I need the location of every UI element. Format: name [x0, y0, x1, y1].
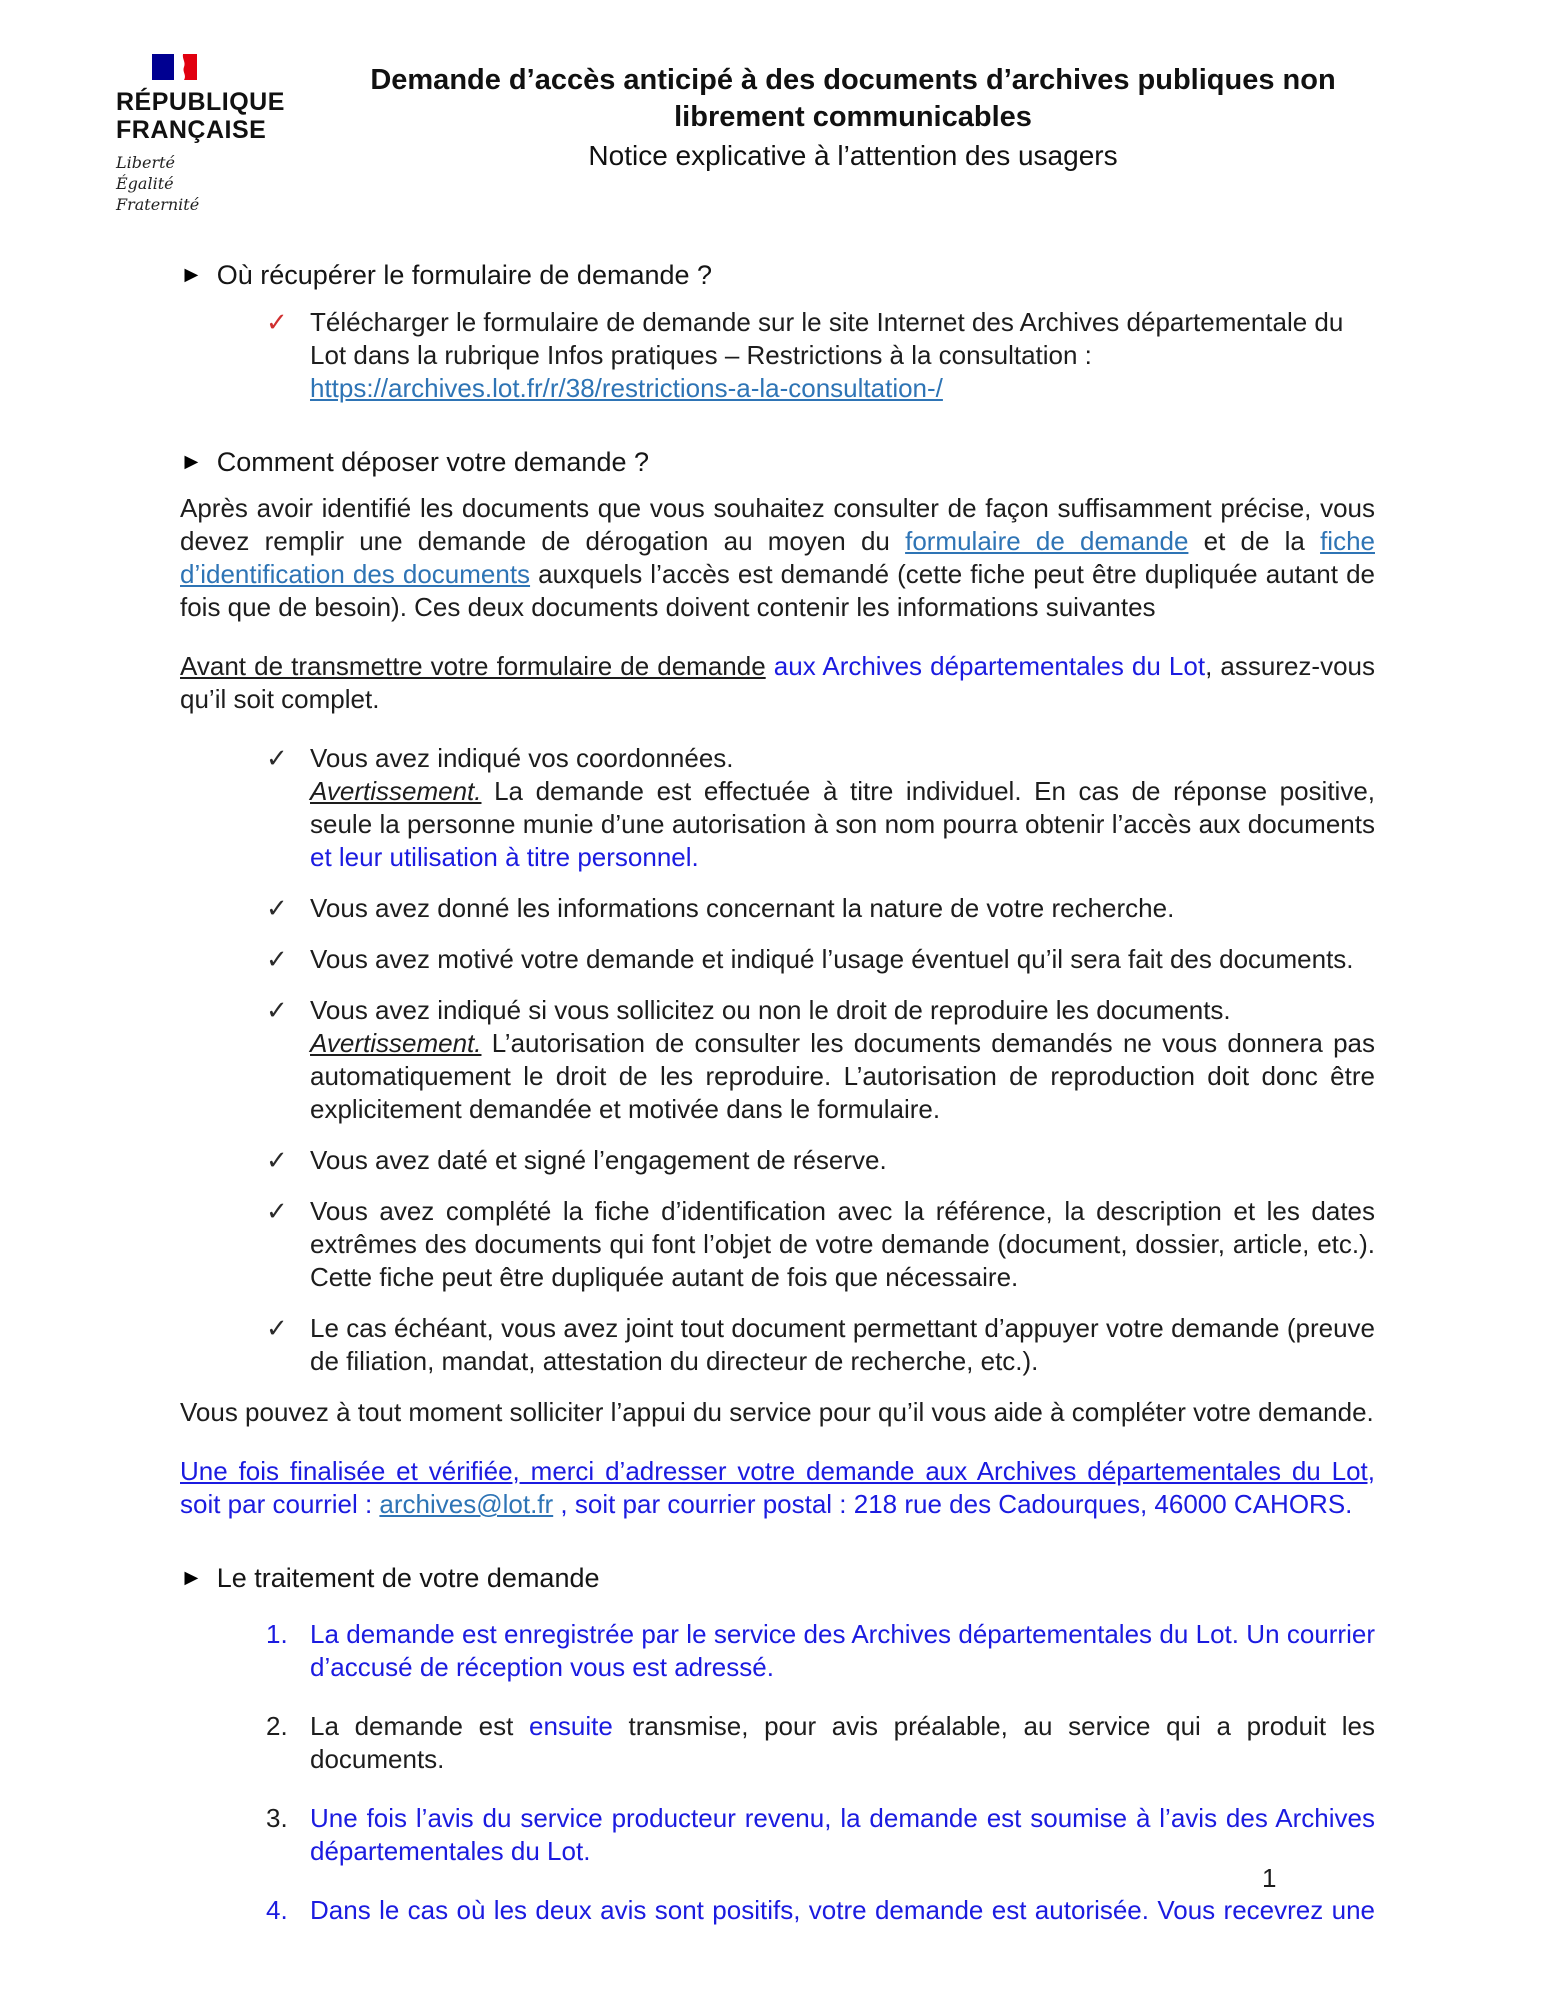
motto-liberte: Liberté: [116, 153, 175, 172]
section-heading-text: Où récupérer le formulaire de demande ?: [216, 260, 713, 290]
step-number: 3.: [266, 1803, 288, 1833]
step-number: 4.: [266, 1895, 288, 1925]
document-title: [270, 62, 1436, 136]
document-body: [180, 248, 1375, 1953]
step-text: Dans le cas où les deux avis sont positifs, votre demande est autorisée. Vous recevrez une: [310, 1895, 1375, 1925]
checklist-item-text: Vous avez donné les informations concernant la nature de votre recherche.: [310, 893, 1175, 923]
intro-text: Après avoir identifié les documents que vous souhaitez consulter de façon suffisamment précise, vous devez remplir une demande de dérogation au moyen du: [180, 493, 1375, 556]
avertissement-blue-text: et leur utilisation à titre personnel.: [310, 842, 699, 872]
step-transmission: [180, 1710, 1375, 1776]
checklist-item-coordonnees: [180, 742, 1375, 874]
checklist: [180, 742, 1375, 1378]
motto-fraternite: Fraternité: [116, 195, 200, 214]
checklist-item-text: Le cas échéant, vous avez joint tout document permettant d’appuyer votre demande (preuve de filiation, mandat, attestation du directeur de recherche, etc.).: [310, 1313, 1375, 1376]
avertissement-block: [310, 775, 1375, 874]
checklist-item-motivation: [180, 943, 1375, 976]
avertissement-text: La demande est effectuée à titre individuel. En cas de réponse positive, seule la personne munie d’une autorisation à son nom pourra obtenir l’accès aux documents: [310, 776, 1375, 839]
appui-service-paragraph: Vous pouvez à tout moment solliciter l’appui du service pour qu’il vous aide à compléter votre demande.: [180, 1397, 1374, 1427]
step-number: 1.: [266, 1619, 288, 1649]
title-line2: librement communicables: [674, 101, 1032, 133]
document-title-block: [270, 62, 1436, 173]
section-heading-ou-recuperer: [180, 258, 1375, 293]
logo-text-republique: RÉPUBLIQUE: [116, 88, 285, 116]
avertissement-label: Avertissement.: [310, 1028, 482, 1058]
avertissement-block: [310, 1027, 1375, 1126]
intro-text: auxquels l’accès est demandé (cette fiche peut être dupliquée autant de fois que de besoin). Ces deux documents doivent contenir les informations suivantes: [180, 559, 1375, 622]
download-bullet: [180, 306, 1375, 405]
step-number: 2.: [266, 1711, 288, 1741]
check-icon: ✓: [266, 995, 288, 1025]
avant-transmettre-paragraph: [180, 650, 1375, 716]
archives-lot-blue-text: aux Archives départementales du Lot: [765, 651, 1206, 681]
envoi-underlined-text: Une fois finalisée et vérifiée, merci d’adresser votre demande aux Archives départementales du Lot,: [180, 1456, 1375, 1486]
check-icon: ✓: [266, 743, 288, 773]
checklist-item-engagement: [180, 1144, 1375, 1177]
envoi-text: soit par courriel :: [180, 1489, 380, 1519]
fiche-identification-link[interactable]: fiche d’identification des documents: [180, 526, 1375, 589]
checklist-item-text: Vous avez indiqué vos coordonnées.: [310, 743, 734, 773]
checklist-item-pieces-jointes: [180, 1312, 1375, 1378]
section-arrow-icon: ►: [180, 448, 203, 474]
intro-text: et de la: [1188, 526, 1321, 556]
step-autorisation: [180, 1894, 1375, 1927]
checklist-item-text: Vous avez motivé votre demande et indiqué l’usage éventuel qu’il sera fait des documents.: [310, 944, 1354, 974]
check-icon: ✓: [266, 1145, 288, 1175]
french-flag-icon: [152, 52, 214, 84]
section-arrow-icon: ►: [180, 261, 203, 287]
section-heading-traitement: [180, 1561, 1375, 1596]
step-text: La demande est enregistrée par le service des Archives départementales du Lot. Un courrier d’accusé de réception vous est adressé.: [310, 1619, 1375, 1682]
checklist-item-text: Vous avez complété la fiche d’identification avec la référence, la description et les dates extrêmes des documents qui font l’objet de votre demande (document, dossier, article, etc.). Cette fiche peut être dupliquée autant de fois que nécessaire.: [310, 1196, 1375, 1292]
avertissement-label: Avertissement.: [310, 776, 482, 806]
checklist-item-reproduction: [180, 994, 1375, 1126]
processing-steps-list: [180, 1618, 1375, 1927]
red-check-icon: ✓: [266, 307, 288, 337]
check-icon: ✓: [266, 1313, 288, 1343]
step-text: transmise, pour avis préalable, au service qui a produit les documents.: [310, 1711, 1375, 1774]
checklist-item-informations: [180, 892, 1375, 925]
step-avis: [180, 1802, 1375, 1868]
step-text: La demande est: [310, 1711, 529, 1741]
formulaire-demande-link[interactable]: formulaire de demande: [905, 526, 1189, 556]
check-icon: ✓: [266, 1196, 288, 1226]
restrictions-url-link[interactable]: https://archives.lot.fr/r/38/restrictions-a-la-consultation-/: [310, 373, 943, 403]
section-heading-text: Le traitement de votre demande: [216, 1563, 600, 1593]
motto-egalite: Égalité: [116, 174, 174, 193]
step-text-blue-word: ensuite: [529, 1711, 613, 1741]
envoi-text: , soit par courrier postal : 218 rue des Cadourques, 46000 CAHORS.: [553, 1489, 1353, 1519]
section-heading-text: Comment déposer votre demande ?: [216, 447, 650, 477]
logo-text-francaise: FRANÇAISE: [116, 116, 267, 144]
page-number: 1: [1262, 1863, 1277, 1893]
checklist-item-fiche-identification: [180, 1195, 1375, 1294]
avant-transmettre-underlined: Avant de transmettre votre formulaire de demande: [180, 651, 766, 681]
checklist-item-text: Vous avez indiqué si vous sollicitez ou non le droit de reproduire les documents.: [310, 995, 1231, 1025]
download-instruction: Télécharger le formulaire de demande sur le site Internet des Archives départementale du Lot dans la rubrique Infos pratiques – Restrictions à la consultation :: [310, 307, 1344, 370]
step-text: Une fois l’avis du service producteur revenu, la demande est soumise à l’avis des Archives départementales du Lot.: [310, 1803, 1375, 1866]
section-heading-comment-deposer: [180, 445, 1375, 480]
email-link[interactable]: archives@lot.fr: [379, 1489, 554, 1519]
envoi-demande-paragraph: [180, 1455, 1375, 1521]
assurez-vous-text: , assurez-vous qu’il soit complet.: [180, 651, 1375, 714]
checklist-item-text: Vous avez daté et signé l’engagement de réserve.: [310, 1145, 887, 1175]
section-arrow-icon: ►: [180, 1564, 203, 1590]
title-line1: Demande d’accès anticipé à des documents d’archives publiques non: [370, 64, 1336, 96]
check-icon: ✓: [266, 893, 288, 923]
avertissement-text: L’autorisation de consulter les documents demandés ne vous donnera pas automatiquement le droit de les reproduire. L’autorisation de reproduction doit donc être explicitement demandée et motivée dans le formulaire.: [310, 1028, 1375, 1124]
step-enregistrement: [180, 1618, 1375, 1684]
check-icon: ✓: [266, 944, 288, 974]
document-subtitle: Notice explicative à l’attention des usagers: [588, 140, 1118, 171]
intro-paragraph: [180, 492, 1375, 624]
